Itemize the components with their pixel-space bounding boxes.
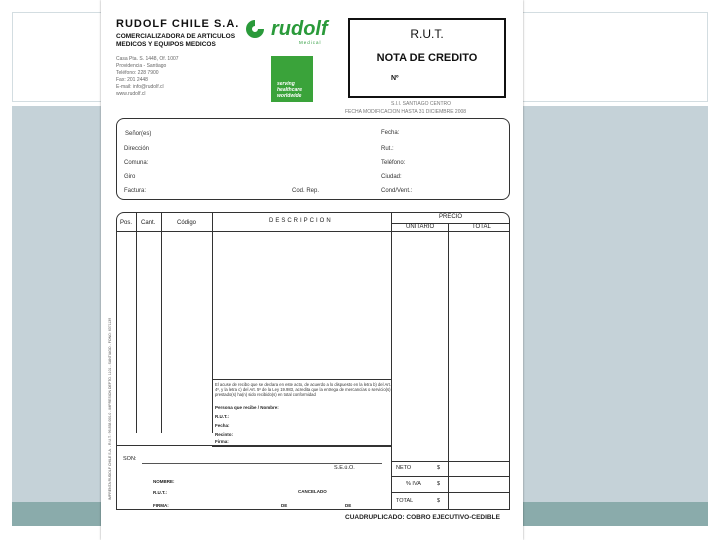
printer-side-text: IMPRENTA RUDOLF CHILE S.A. - R.U.T.: 96.858.000-0 - IMPRESION DEPTO. 1101 - SANTIAGO - FONO: 6371139 <box>108 317 112 500</box>
col-divider-unit <box>448 223 449 510</box>
direccion-label: Dirección <box>124 146 150 152</box>
cod-rep-label: Cod. Rep. <box>292 188 320 194</box>
reception-firma: Firma: <box>215 439 229 444</box>
rut-title: R.U.T. <box>410 27 444 41</box>
company-line-1: COMERCIALIZADORA DE ARTICULOS <box>116 33 236 40</box>
col-header-total: TOTAL <box>472 224 491 230</box>
seuo-label: S.E.ú.O. <box>334 465 355 471</box>
company-name: RUDOLF CHILE S.A. <box>116 18 240 30</box>
reception-legal-text: El acuse de recibo que se declara en este acto, de acuerdo a lo dispuesto en la letra b) del Art. 4º, y la letra c) del Art. 5º de la Ley 19.983, acredita que la entrega de mercancías o servicio(s) prestado(s) ha(n) sido recibido(s) en total conformidad <box>215 382 391 397</box>
reception-recinto: Recinto: <box>215 432 233 437</box>
tagline-badge <box>271 56 313 102</box>
neto-label: NETO <box>396 465 412 471</box>
son-divider-top <box>117 445 391 446</box>
tagline-line-3: worldwide <box>277 93 302 99</box>
reception-box <box>212 379 391 447</box>
col-header-unitario: UNITARIO <box>406 224 435 230</box>
footer-nombre: NOMBRE: <box>153 479 175 484</box>
company-address-2: Providencia - Santiago <box>116 63 167 69</box>
document-number-label: Nº <box>391 75 399 82</box>
iva-currency: $ <box>437 481 441 487</box>
reception-persona: Persona que recibe / Nombre: <box>215 405 279 410</box>
company-line-2: MEDICOS Y EQUIPOS MEDICOS <box>116 41 216 48</box>
brand-logo: rudolf <box>271 18 328 40</box>
company-phone: Teléfono: 228 7900 <box>116 70 159 76</box>
iva-label: % IVA <box>406 481 421 487</box>
total-currency: $ <box>437 498 441 504</box>
giro-label: Giro <box>124 174 136 180</box>
footer-cancelado: CANCELADO <box>298 489 327 494</box>
items-table <box>116 212 510 510</box>
company-address-1: Casa Pta. S. 1448, Of. 1007 <box>116 56 179 62</box>
telefono-label: Teléfono: <box>381 160 406 166</box>
senor-label: Señor(es) <box>125 131 152 137</box>
company-email: E-mail: info@rudolf.cl <box>116 84 164 90</box>
col-header-pos: Pos. <box>120 220 133 226</box>
col-divider-cant <box>161 213 162 433</box>
company-fax: Fax: 201 2448 <box>116 77 148 83</box>
footer-firma: FIRMA: <box>153 503 169 508</box>
rut-box <box>348 18 506 98</box>
totals-line-2 <box>391 492 510 493</box>
copy-type: CUADRUPLICADO: COBRO EJECUTIVO-CEDIBLE <box>345 514 500 521</box>
totals-line-1 <box>391 476 510 477</box>
footer-de-1: DE <box>281 503 288 508</box>
col-divider-pos <box>136 213 137 433</box>
total-label: TOTAL <box>396 498 414 504</box>
reception-fecha: Fecha: <box>215 423 230 428</box>
neto-currency: $ <box>437 465 441 471</box>
company-website: www.rudolf.cl <box>116 91 146 97</box>
totals-top-line <box>391 461 510 462</box>
cond-vent-label: Cond/Vent.: <box>381 188 413 194</box>
validity-note: FECHA MODIFICACION HASTA 31 DICIEMBRE 2008 <box>345 109 467 115</box>
brand-logo-sub: Medical <box>299 40 322 45</box>
footer-de-2: DE <box>345 503 352 508</box>
son-label: SON: <box>123 456 137 462</box>
comuna-label: Comuna: <box>124 160 149 166</box>
factura-label: Factura: <box>124 188 147 194</box>
col-header-precio: PRECIO <box>439 214 463 220</box>
reception-rut: R.U.T.: <box>215 414 229 419</box>
col-header-descripcion: DESCRIPCION <box>269 218 333 224</box>
sii-office: S.I.I. SANTIAGO CENTRO <box>391 101 452 107</box>
ciudad-label: Ciudad: <box>381 174 402 180</box>
document-type: NOTA DE CREDITO <box>376 52 478 64</box>
col-divider-desc <box>391 213 392 510</box>
footer-rut: R.U.T.: <box>153 490 167 495</box>
credit-note-document <box>101 0 523 540</box>
tagline-line-2: healthcare <box>277 87 303 93</box>
tagline-line-1: serving <box>277 81 295 87</box>
client-info-box <box>116 118 510 200</box>
table-header-divider <box>117 231 510 232</box>
son-line <box>142 463 382 464</box>
col-header-cant: Cant. <box>141 220 156 226</box>
rut-label: Rut.: <box>381 146 394 152</box>
fecha-label: Fecha: <box>381 130 400 136</box>
col-header-codigo: Código <box>177 220 197 226</box>
rudolf-logo-icon <box>244 18 266 40</box>
